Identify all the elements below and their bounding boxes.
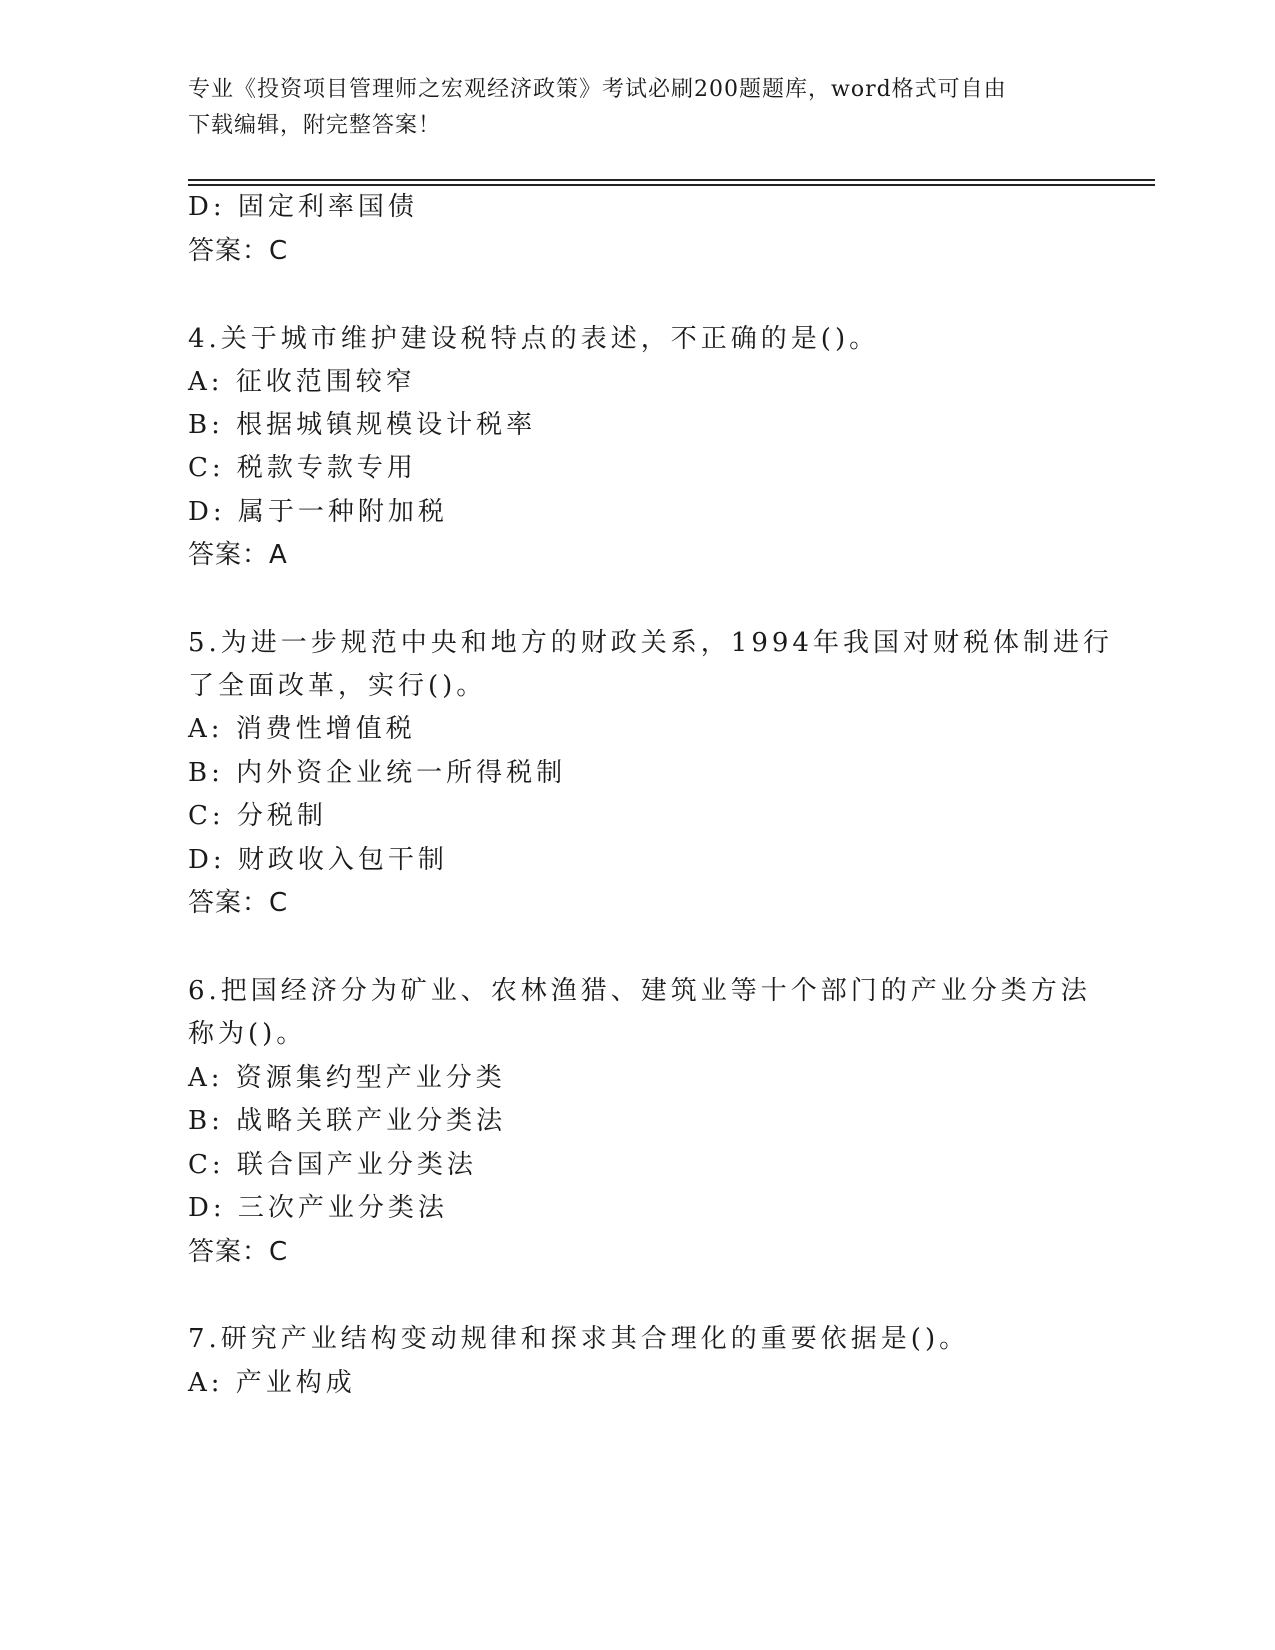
q7-option-a: A: 产业构成: [188, 1368, 356, 1398]
q4-option-c: C: 税款专款专用: [188, 453, 417, 483]
q3-answer: 答案：C: [188, 236, 289, 266]
q4-stem: 4.关于城市维护建设税特点的表述，不正确的是()。: [188, 324, 880, 354]
q6-answer: 答案：C: [188, 1237, 289, 1267]
q4-answer: 答案：A: [188, 540, 288, 570]
header-line-1: 专业《投资项目管理师之宏观经济政策》考试必刷200题题库，word格式可自由: [188, 77, 1007, 102]
q6-option-a: A: 资源集约型产业分类: [188, 1063, 506, 1093]
header-line-2: 下载编辑，附完整答案！: [188, 113, 442, 138]
q7-stem: 7.研究产业结构变动规律和探求其合理化的重要依据是()。: [188, 1324, 970, 1354]
q5-option-b: B: 内外资企业统一所得税制: [188, 758, 567, 788]
q6-stem-line-1: 6.把国经济分为矿业、农林渔猎、建筑业等十个部门的产业分类方法: [188, 976, 1091, 1006]
q6-option-d: D: 三次产业分类法: [188, 1193, 448, 1223]
q5-stem-line-2: 了全面改革，实行()。: [188, 671, 487, 701]
q4-option-d: D: 属于一种附加税: [188, 497, 448, 527]
q6-option-b: B: 战略关联产业分类法: [188, 1106, 507, 1136]
q5-option-a: A: 消费性增值税: [188, 714, 416, 744]
document-header: [188, 72, 1068, 144]
q6-option-c: C: 联合国产业分类法: [188, 1150, 477, 1180]
q5-option-c: C: 分税制: [188, 801, 327, 831]
q5-stem-line-1: 5.为进一步规范中央和地方的财政关系，1994年我国对财税体制进行: [188, 628, 1113, 658]
q4-option-b: B: 根据城镇规模设计税率: [188, 410, 537, 440]
q3-option-d: D: 固定利率国债: [188, 192, 418, 222]
q4-option-a: A: 征收范围较窄: [188, 367, 416, 397]
q5-answer: 答案：C: [188, 888, 289, 918]
q6-stem-line-2: 称为()。: [188, 1019, 307, 1049]
header-divider-top: [188, 179, 1155, 181]
q5-option-d: D: 财政收入包干制: [188, 845, 448, 875]
